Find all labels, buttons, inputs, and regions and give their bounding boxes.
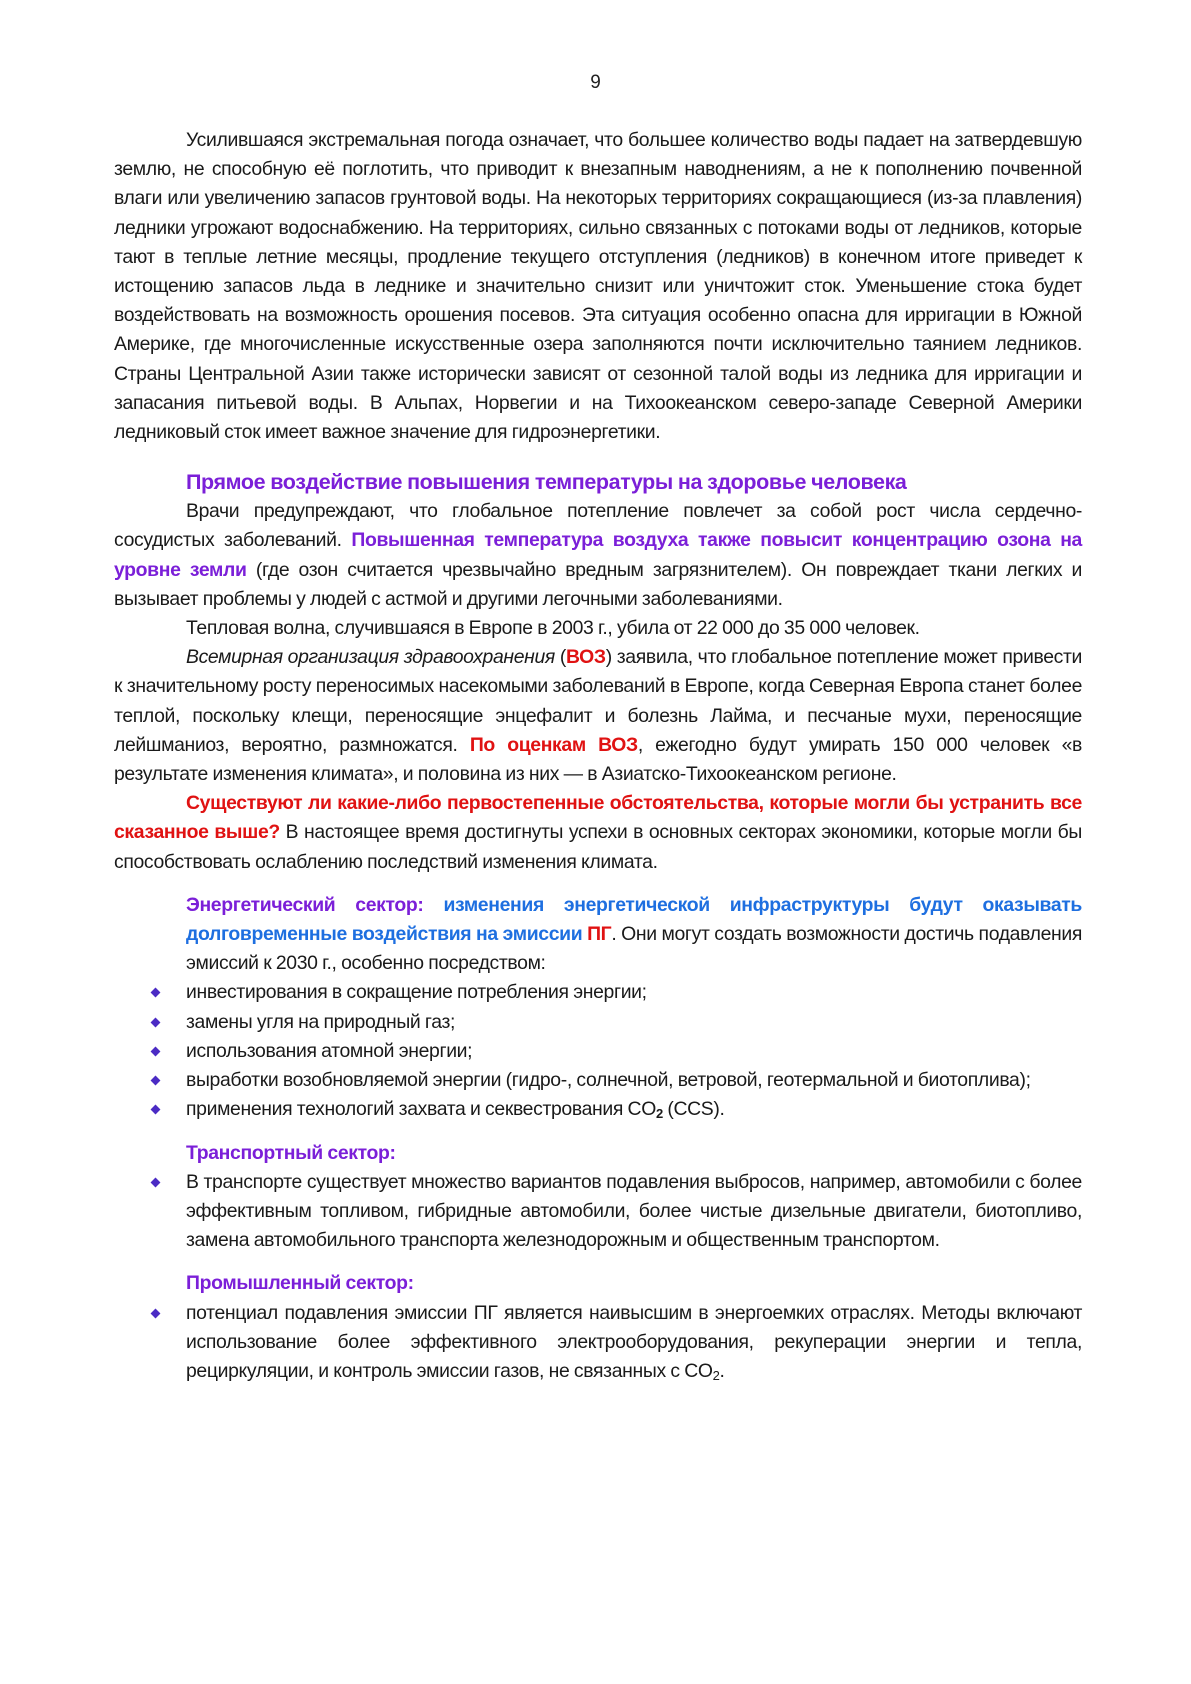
list-item-text: инвестирования в сокращение потребления энергии; (186, 981, 647, 1004)
list-item (114, 1095, 1082, 1124)
paragraph-who (114, 643, 1082, 789)
list-item-text: применения технологий захвата и секвестрования CO (186, 1098, 656, 1121)
list-item-text: замены угля на природный газ; (186, 1010, 456, 1033)
list-item-text: (CCS). (662, 1098, 725, 1121)
text: В настоящее время достигнуты успехи в основных секторах экономики, которые могли бы способствовать ослаблению последствий изменения климата. (114, 821, 1083, 873)
list-item (114, 1008, 1082, 1037)
list-item (114, 1168, 1082, 1256)
diamond-bullet-icon (151, 1046, 161, 1056)
transport-sector (114, 1139, 1082, 1168)
spacer (114, 877, 1082, 891)
diamond-bullet-icon (151, 1076, 161, 1086)
transport-sector-title: Транспортный сектор: (186, 1141, 396, 1164)
paragraph-heatwave: Тепловая волна, случившаяся в Европе в 2003 г., убила от 22 000 до 35 000 человек. (186, 617, 920, 640)
industry-measures-list (114, 1299, 1082, 1387)
spacer (114, 1255, 1082, 1269)
list-item-text: выработки возобновляемой энергии (гидро-, солнечной, ветровой, геотермальной и биотоплива); (186, 1069, 1031, 1092)
list-item-text: потенциал подавления эмиссии ПГ является наивысшим в энергоемких отраслях. Методы включают использование более эффективного электрооборудования, рекуперации энергии и тепла, рециркуляции, и контроль эмиссии газов, не связанных с CO (186, 1301, 1082, 1382)
diamond-bullet-icon (151, 1177, 161, 1187)
text: ( (554, 646, 566, 669)
energy-sector-title: Энергетический сектор: (186, 893, 424, 916)
section-title-health: Прямое воздействие повышения температуры на здоровье человека (186, 470, 907, 495)
page-number: 9 (590, 72, 601, 93)
diamond-bullet-icon (151, 988, 161, 998)
text: ) заявила, что глобальное потепление может привести к значительному росту переносимых насекомыми заболеваний в Европе, когда Северная Европа станет более теплой, поскольку клещи, переносящие энцефалит и болезнь Лайма, и песчаные мухи, переносящие лейшманиоз, вероятно, размножатся. (114, 646, 1082, 756)
list-item (114, 1037, 1082, 1066)
spacer (114, 1125, 1082, 1139)
diamond-bullet-icon (151, 1017, 161, 1027)
diamond-bullet-icon (151, 1105, 161, 1115)
spacer (114, 447, 1082, 461)
text: . Они могут создать возможности достичь подавления эмиссий к 2030 г., особенно посредством: (186, 923, 1083, 975)
paragraph-glaciers: Усилившаяся экстремальная погода означает, что большее количество воды падает на затвердевшую землю, не способную её поглотить, что приводит к внезапным наводнениям, а не к пополнению почвенной влаги или увеличению запасов грунтовой воды. На некоторых территориях сокращающиеся (из-за плавления) ледники угрожают водоснабжению. На территориях, сильно связанных с потоками воды от ледников, которые тают в теплые летние месяцы, продление текущего отступления (ледников) в конечном итоге приведет к истощению запасов льда в леднике и значительно снизит или уничтожит сток. Уменьшение стока будет воздействовать на возможность орошения посевов. Эта ситуация особенно опасна для ирригации в Южной Америке, где многочисленные искусственные озера заполняются почти исключительно таянием ледников. Страны Центральной Азии также исторически зависят от сезонной талой воды из ледника для ирригации и запасания питьевой воды. В Альпах, Норвегии и на Тихоокеанском северо-западе Северной Америки ледниковый сток имеет важное значение для гидроэнергетики. (114, 129, 1082, 444)
highlight-question: Существуют ли какие-либо первостепенные обстоятельства, которые могли бы устранить все сказанное выше? (114, 792, 1082, 844)
text: (где озон считается чрезвычайно вредным загрязнителем). Он повреждает ткани легких и вызывает проблемы у людей с астмой и другими легочными заболеваниями. (114, 558, 1082, 610)
list-item (114, 1299, 1082, 1387)
list-item-text: использования атомной энергии; (186, 1039, 473, 1062)
list-item (114, 1066, 1082, 1095)
who-full-name: Всемирная организация здравоохранения (186, 646, 555, 669)
energy-highlight: изменения энергетической инфраструктуры будут оказывать долговременные воздействия на эмиссии (186, 893, 1082, 946)
list-item (114, 978, 1082, 1007)
list-item-text: . (719, 1359, 725, 1382)
text: , ежегодно будут умирать 150 000 человек «в результате изменения климата», и половина из них — в Азиатско-Тихоокеанском регионе. (114, 733, 1082, 786)
ghg-abbr: ПГ (587, 923, 612, 946)
energy-sector-intro (186, 891, 1082, 979)
subscript: 2 (712, 1367, 720, 1383)
list-item-text: В транспорте существует множество вариантов подавления выбросов, например, автомобили с более эффективным топливом, гибридные автомобили, более чистые дизельные двигатели, биотопливо, замена автомобильного транспорта железнодорожным и общественным транспортом. (186, 1170, 1082, 1252)
industry-sector (114, 1269, 1082, 1298)
highlight-ozone: Повышенная температура воздуха также повысит концентрацию озона на уровне земли (114, 529, 1082, 581)
energy-sector (114, 891, 1082, 979)
diamond-bullet-icon (151, 1308, 161, 1318)
text: Врачи предупреждают, что глобальное потепление повлечет за собой рост числа сердечно-сосудистых заболеваний. (114, 500, 1082, 552)
energy-measures-list (114, 978, 1082, 1124)
subscript: 2 (655, 1106, 663, 1122)
paragraph-question (114, 789, 1082, 877)
highlight-who-estimate: По оценкам ВОЗ (469, 733, 638, 756)
who-abbr: ВОЗ (565, 646, 606, 669)
page-content (114, 126, 1082, 1386)
transport-measures-list (114, 1168, 1082, 1256)
paragraph-cardio (114, 497, 1082, 614)
industry-sector-title: Промышленный сектор: (186, 1272, 414, 1295)
